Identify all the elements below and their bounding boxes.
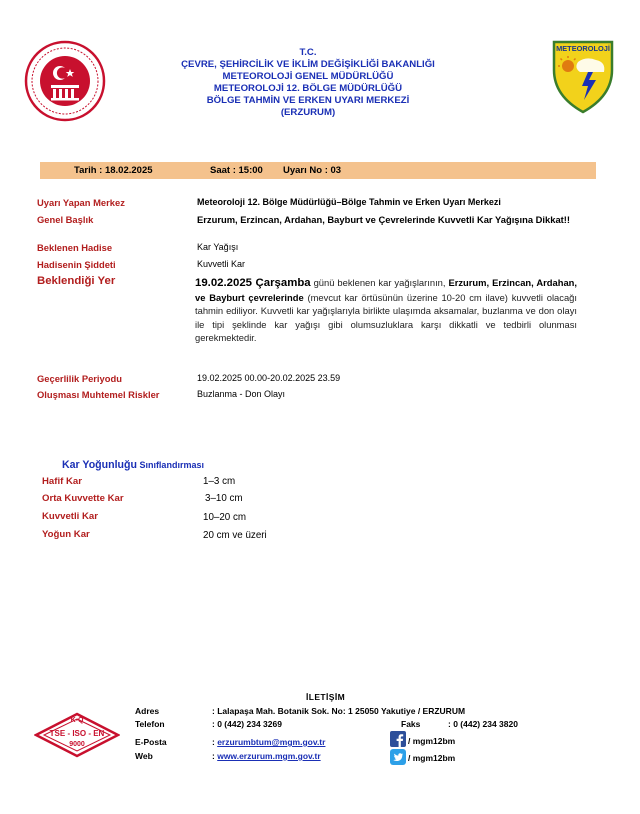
header-line-region: METEOROLOJİ 12. BÖLGE MÜDÜRLÜĞÜ xyxy=(213,83,403,94)
phone-value: : 0 (442) 234 3269 xyxy=(212,719,282,729)
validity-label: Geçerlilik Periyodu xyxy=(37,373,122,384)
web-prefix: : xyxy=(212,751,218,761)
email-label: E-Posta xyxy=(135,737,167,747)
risks-label: Oluşması Muhtemel Riskler xyxy=(37,389,160,400)
class-value-heavy: 10–20 cm xyxy=(203,512,247,523)
validity-value: 19.02.2025 00.00-20.02.2025 23.59 xyxy=(197,373,341,383)
severity-label: Hadisenin Şiddeti xyxy=(37,259,116,270)
web-link[interactable]: www.erzurum.mgm.gov.tr xyxy=(217,751,321,761)
header-titles xyxy=(130,47,486,119)
class-value-intense: 20 cm ve üzeri xyxy=(203,530,267,541)
general-title-value: Erzurum, Erzincan, Ardahan, Bayburt ve Çevrelerinde Kuvvetli Kar Yağışına Dikkat!! xyxy=(197,214,571,225)
classification-title-main: Kar Yoğunluğu xyxy=(62,459,137,471)
warning-number: Uyarı No : 03 xyxy=(283,165,342,176)
severity-value: Kuvvetli Kar xyxy=(197,259,246,269)
email-prefix: : xyxy=(212,737,218,747)
meteoroloji-logo-text: METEOROLOJİ xyxy=(556,44,610,53)
warning-date: Tarih : 18.02.2025 xyxy=(74,165,153,176)
class-name-moderate: Orta Kuvvette Kar xyxy=(42,493,124,504)
expected-event-value: Kar Yağışı xyxy=(197,242,239,252)
facebook-icon[interactable] xyxy=(390,731,406,747)
warning-info-bar xyxy=(40,162,596,179)
header-line-tc: T.C. xyxy=(299,47,317,58)
classification-title-small: Sınıflandırması xyxy=(136,460,204,470)
center-value: Meteoroloji 12. Bölge Müdürlüğü–Bölge Tahmin ve Erken Uyarı Merkezi xyxy=(197,197,501,207)
center-label: Uyarı Yapan Merkez xyxy=(37,197,125,208)
fax-value: : 0 (442) 234 3820 xyxy=(448,719,518,729)
email-field xyxy=(212,737,325,747)
cert-bottom-text: 9000 xyxy=(69,741,85,748)
web-label: Web xyxy=(135,751,153,761)
email-link[interactable]: erzurumbtum@mgm.gov.tr xyxy=(217,737,326,747)
address-value: : Lalapaşa Mah. Botanik Sok. No: 1 25050 Yakutiye / ERZURUM xyxy=(212,706,466,716)
fax-label: Faks xyxy=(401,719,421,729)
expected-location-label: Beklendiği Yer xyxy=(37,275,116,287)
contact-title: İLETİŞİM xyxy=(306,692,346,702)
facebook-handle[interactable]: / mgm12bm xyxy=(408,736,456,746)
cert-main-text: TSE - ISO - EN xyxy=(49,729,105,738)
class-value-moderate: 3–10 cm xyxy=(205,493,243,504)
location-places: Erzurum, Erzincan, Ardahan, ve Bayburt çevrelerinde xyxy=(195,277,577,303)
twitter-icon[interactable] xyxy=(390,749,406,765)
class-name-heavy: Kuvvetli Kar xyxy=(42,511,98,522)
header-line-directorate: METEOROLOJİ GENEL MÜDÜRLÜĞÜ xyxy=(222,71,394,82)
expected-location-text xyxy=(195,276,577,345)
expected-event-label: Beklenen Hadise xyxy=(37,242,113,253)
address-label: Adres xyxy=(135,706,160,716)
class-value-light: 1–3 cm xyxy=(203,476,236,487)
warning-time: Saat : 15:00 xyxy=(210,165,263,176)
ministry-seal-logo xyxy=(24,40,106,122)
web-field xyxy=(212,751,321,761)
snow-classification-title xyxy=(62,459,204,471)
phone-label: Telefon xyxy=(135,719,165,729)
cert-top-text: K-Q xyxy=(70,717,84,724)
header-line-ministry: ÇEVRE, ŞEHİRCİLİK VE İKLİM DEĞİŞİKLİĞİ BAKANLIĞI xyxy=(181,59,435,70)
header-line-center: BÖLGE TAHMİN VE ERKEN UYARI MERKEZİ xyxy=(206,95,410,106)
class-name-intense: Yoğun Kar xyxy=(42,529,90,540)
location-text-2: (mevcut kar örtüsünün üzerine 10-20 cm ilave) kuvvetli olacağı tahmin ediliyor. Kuvvetli kar yağışlarıyla birlikte ulaşımda aksamalar, buzlanma ve don olayı ile tipi şeklinde kar yağışı gibi olumsuzluklara karşı dikkatli ve tedbirli olunması gerekmektedir. xyxy=(195,291,577,344)
risks-value: Buzlanma - Don Olayı xyxy=(197,389,286,399)
location-date: 19.02.2025 Çarşamba xyxy=(195,277,311,289)
header-line-city: (ERZURUM) xyxy=(280,107,336,118)
class-name-light: Hafif Kar xyxy=(42,476,82,487)
twitter-handle[interactable]: / mgm12bm xyxy=(408,753,456,763)
location-text-1: günü beklenen kar yağışlarının, xyxy=(310,277,449,288)
general-title-label: Genel Başlık xyxy=(37,214,94,225)
